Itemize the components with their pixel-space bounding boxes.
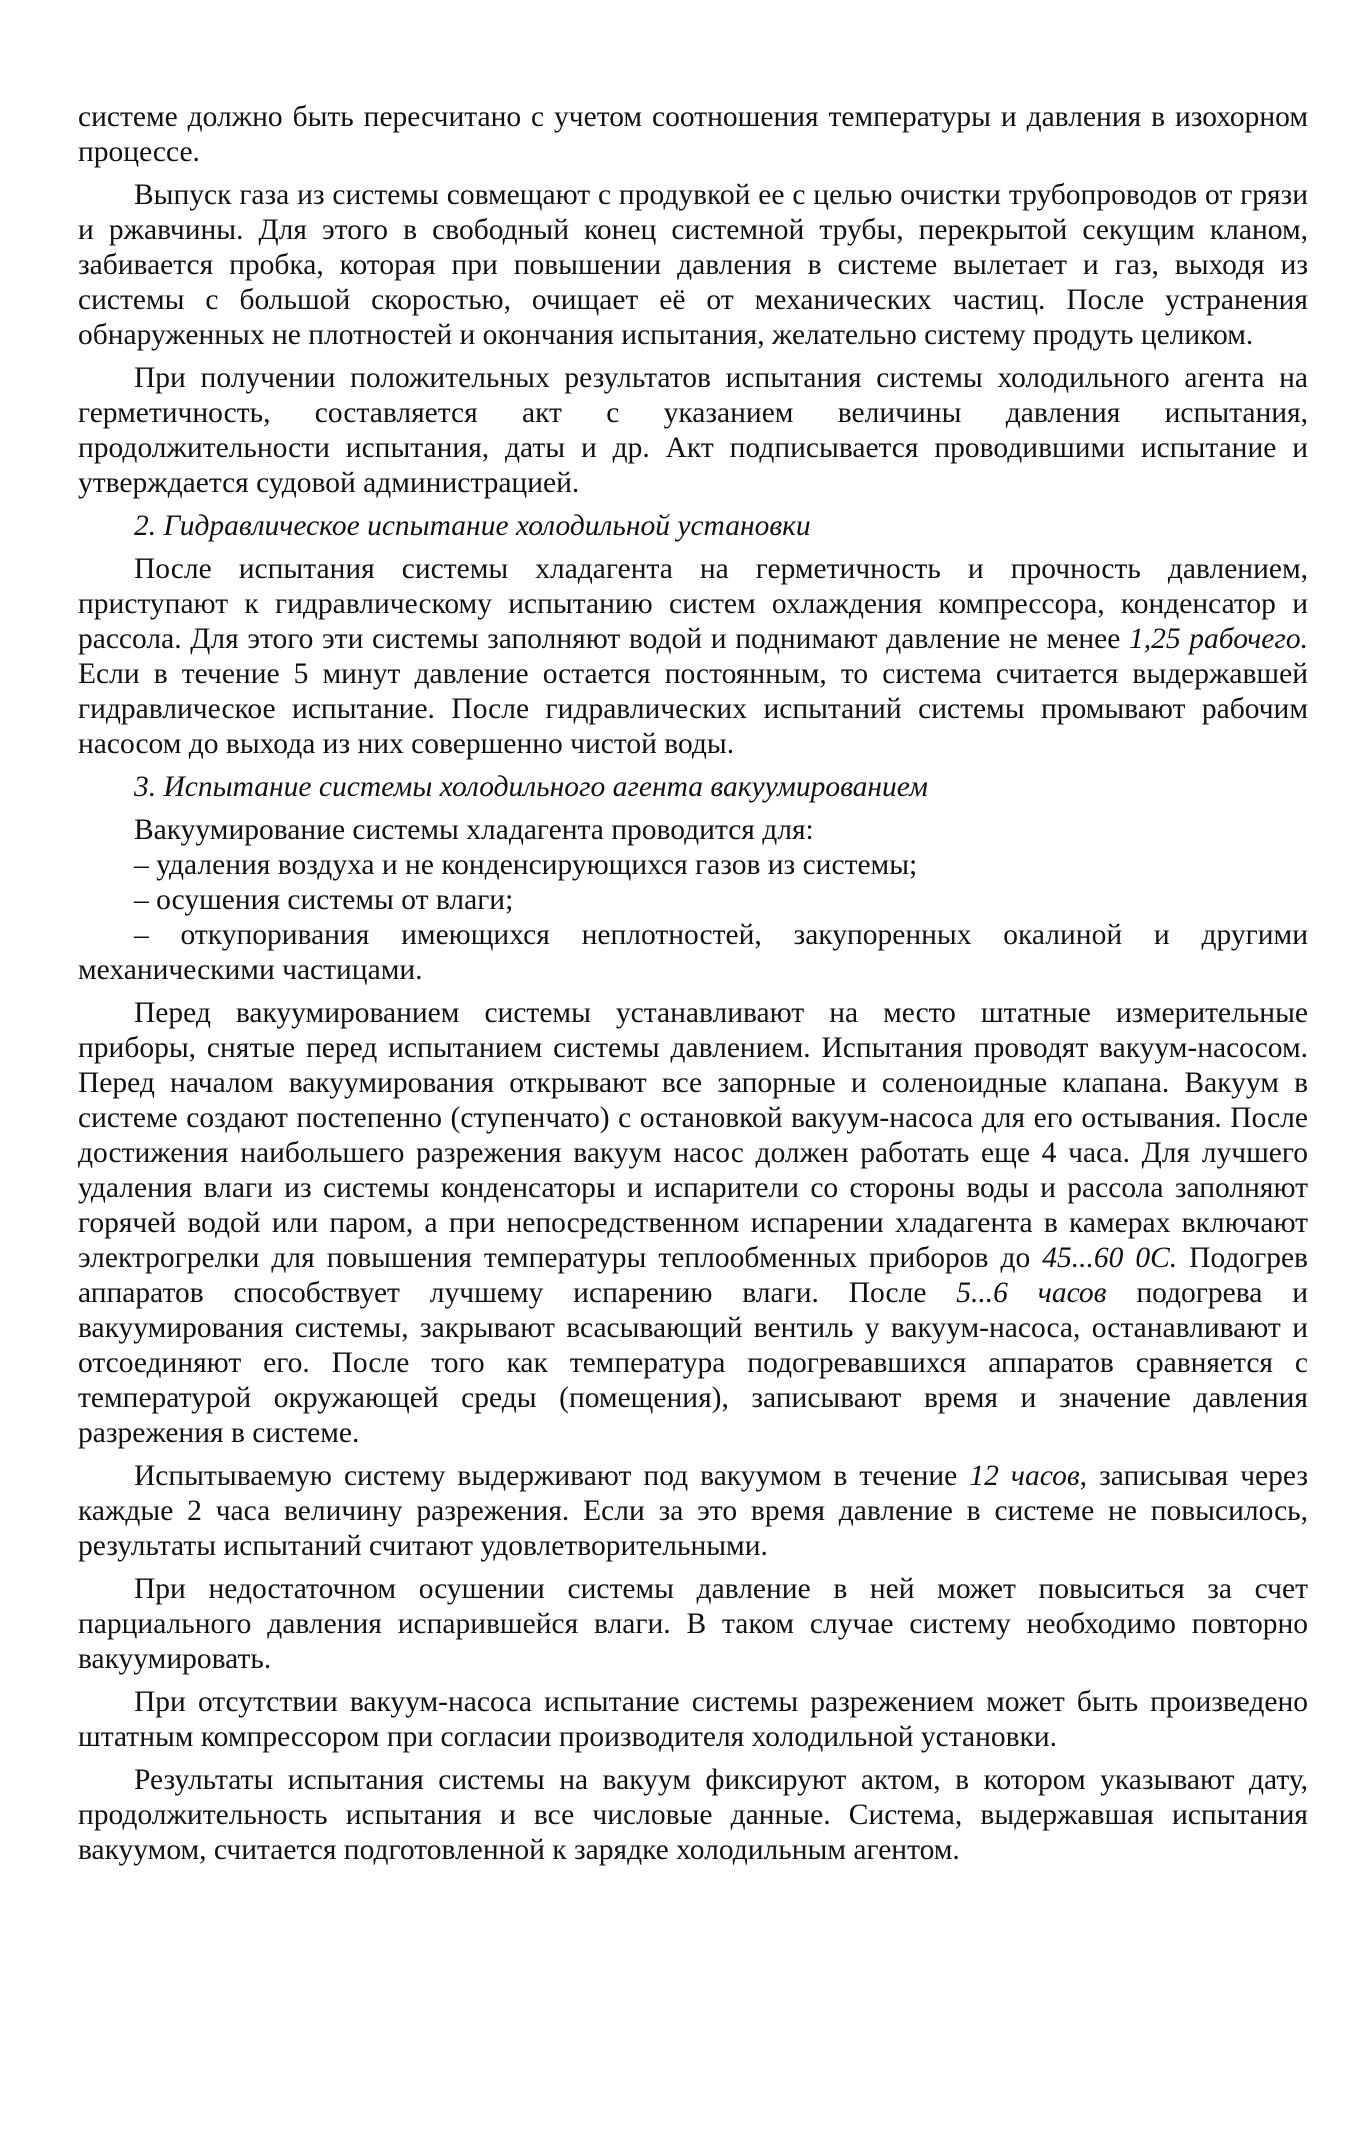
text-run: После испытания системы хладагента на герметичность и прочность давлением, приступают к гидравлическому испытанию систем охлаждения компрессора, конденсатор и рассола. Для этого эти системы заполняют водой и поднимают давление не менее xyxy=(78,553,1308,655)
section-3-paragraph-moisture: При недостаточном осушении системы давление в ней может повыситься за счет парциального давления испарившейся влаги. В таком случае систему необходимо повторно вакуумировать. xyxy=(78,1573,1308,1675)
section-3-paragraph-vacuum xyxy=(78,996,1308,1451)
text-run: Перед вакуумированием системы устанавливают на место штатные измерительные приборы, снятые перед испытанием системы давлением. Испытания проводят вакуум-насосом. Перед началом вакуумирования открывают все запорные и соленоидные клапана. Вакуум в системе создают постепенно (ступенчато) с остановкой вакуум-насоса для его остывания. После достижения наибольшего разрежения вакуум насос должен работать еще 4 часа. Для лучшего удаления влаги из системы конденсаторы и испарители со стороны воды и рассола заполняют горячей водой или паром, а при непосредственном испарении хладагента в камерах включают электрогрелки для повышения температуры теплообменных приборов до xyxy=(78,997,1308,1274)
paragraph-test-act: При получении положительных результатов испытания системы холодильного агента на герметичность, составляется акт с указанием величины давления испытания, продолжительности испытания, даты и др. Акт подписывается проводившими испытание и утверждается судовой администрацией. xyxy=(78,362,1308,499)
section-2-paragraph xyxy=(78,552,1308,762)
text-run: Если в течение 5 минут давление остается постоянным, то система считается выдержавшей гидравлическое испытание. После гидравлических испытаний системы промывают рабочим насосом до выхода из них совершенно чистой воды. xyxy=(78,658,1308,760)
list-item: – откупоривания имеющихся неплотностей, закупоренных окалиной и другими механическими частицами. xyxy=(78,919,1308,986)
italic-run: 5...6 часов xyxy=(956,1277,1107,1309)
list-item: – осушения системы от влаги; xyxy=(134,884,514,916)
italic-run: 1,25 рабочего. xyxy=(1128,623,1308,655)
list-item: – удаления воздуха и не конденсирующихся газов из системы; xyxy=(134,849,918,881)
paragraph-gas-release: Выпуск газа из системы совмещают с продувкой ее с целью очистки трубопроводов от грязи и ржавчины. Для этого в свободный конец системной трубы, перекрытой секущим кланом, забивается пробка, которая при повышении давления в системе вылетает и газ, выходя из системы с большой скоростью, очищает её от механических частиц. После устранения обнаруженных не плотностей и окончания испытания, желательно систему продуть целиком. xyxy=(78,179,1308,351)
text-run: , записывая через каждые 2 часа величину разрежения. Если за это время давление в системе не повысилось, результаты испытаний считают удовлетворительными. xyxy=(78,1460,1308,1562)
section-3-paragraph-hold xyxy=(78,1459,1308,1564)
section-3-heading: 3. Испытание системы холодильного агента вакуумированием xyxy=(134,771,928,803)
section-2-heading: 2. Гидравлическое испытание холодильной установки xyxy=(134,510,811,542)
document-page xyxy=(78,100,1308,1876)
italic-run: 45...60 0C. xyxy=(1042,1242,1178,1274)
section-3-paragraph-results: Результаты испытания системы на вакуум фиксируют актом, в котором указывают дату, продолжительность испытания и все числовые данные. Система, выдержавшая испытания вакуумом, считается подготовленной к зарядке холодильным агентом. xyxy=(78,1764,1308,1866)
text-run: Подогрев аппаратов способствует лучшему испарению влаги. После xyxy=(78,1242,1308,1309)
section-3-lead: Вакуумирование системы хладагента проводится для: xyxy=(134,814,814,846)
text-run: подогрева и вакуумирования системы, закрывают всасывающий вентиль у вакуум-насоса, останавливают и отсоединяют его. После того как температура подогревавшихся аппаратов сравняется с температурой окружающей среды (помещения), записывают время и значение давления разрежения в системе. xyxy=(78,1277,1308,1449)
italic-run: 12 часов xyxy=(969,1460,1080,1492)
section-3-paragraph-compressor: При отсутствии вакуум-насоса испытание системы разрежением может быть произведено штатным компрессором при согласии производителя холодильной установки. xyxy=(78,1686,1308,1753)
text-run: Испытываемую систему выдерживают под вакуумом в течение xyxy=(134,1460,970,1492)
paragraph-continuation: системе должно быть пересчитано с учетом соотношения температуры и давления в изохорном процессе. xyxy=(78,101,1308,168)
